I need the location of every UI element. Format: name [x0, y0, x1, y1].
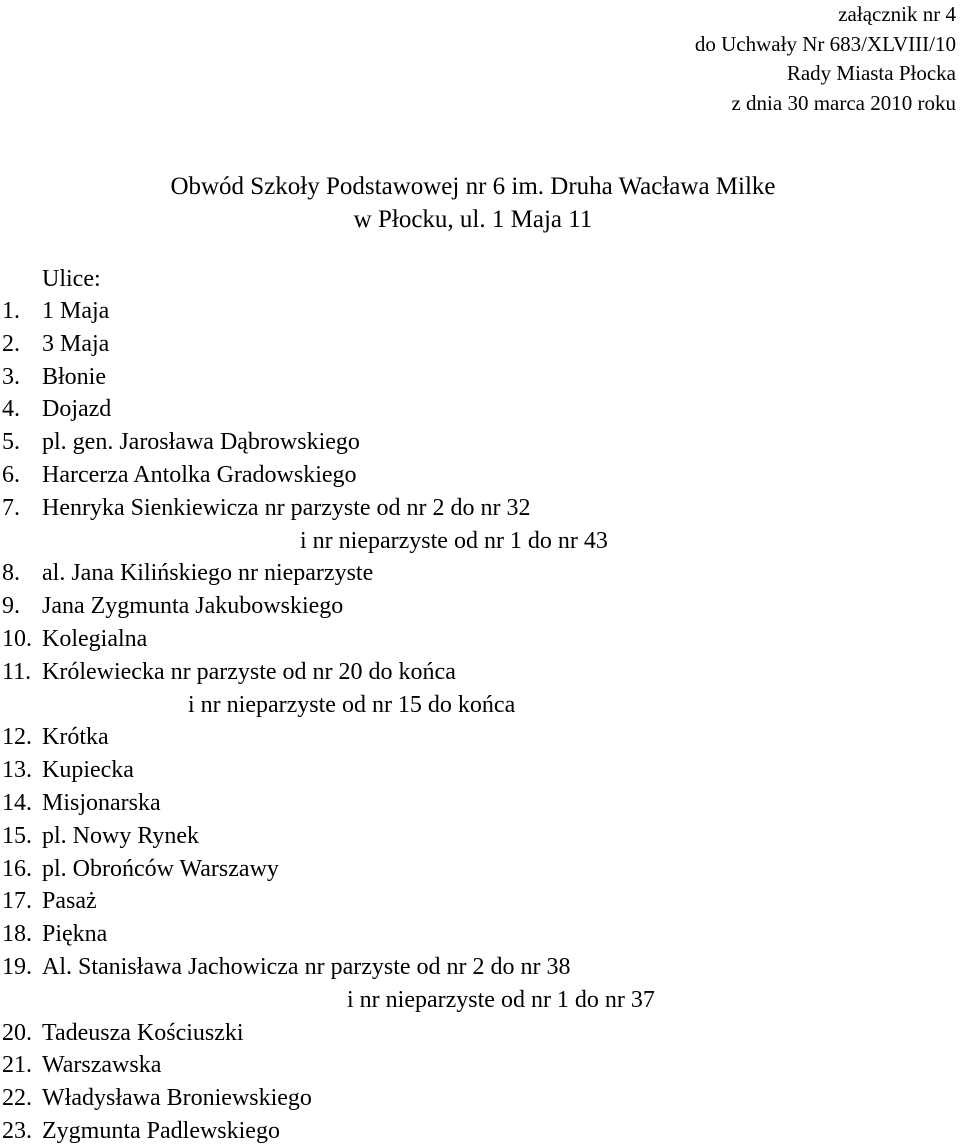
street-name: Dojazd — [42, 396, 112, 423]
street-name: pl. Obrońców Warszawy — [42, 855, 279, 882]
street-name: Pasaż — [42, 888, 97, 915]
street-number: 15. — [2, 822, 32, 849]
street-name: Al. Stanisława Jachowicza nr parzyste od nr 2 do nr 38 — [42, 953, 571, 980]
street-number: 23. — [2, 1117, 32, 1144]
street-number: 17. — [2, 888, 32, 915]
street-name: al. Jana Kilińskiego nr nieparzyste — [42, 560, 374, 587]
street-number: 12. — [2, 724, 32, 751]
street-name: Kolegialna — [42, 625, 148, 652]
street-number: 4. — [2, 396, 20, 423]
streets-heading: Ulice: — [42, 266, 101, 292]
street-number: 6. — [2, 461, 20, 488]
street-name: 3 Maja — [42, 330, 110, 357]
street-number: 9. — [2, 593, 20, 620]
street-name: 1 Maja — [42, 298, 110, 324]
title-line-address: w Płocku, ul. 1 Maja 11 — [353, 206, 593, 233]
street-number: 16. — [2, 855, 32, 882]
street-name: Tadeusza Kościuszki — [42, 1019, 244, 1046]
street-number: 10. — [2, 625, 32, 652]
document-title — [0, 170, 946, 236]
street-number: 5. — [2, 429, 20, 456]
street-name: Warszawska — [42, 1052, 162, 1079]
street-number: 18. — [2, 921, 32, 948]
street-name: pl. gen. Jarosława Dąbrowskiego — [42, 429, 360, 456]
street-name: Kupiecka — [42, 757, 134, 784]
street-number: 1. — [2, 298, 20, 324]
street-number: 20. — [2, 1019, 32, 1046]
street-number: 22. — [2, 1085, 32, 1112]
street-name: Jana Zygmunta Jakubowskiego — [42, 593, 344, 620]
street-number: 7. — [2, 494, 20, 521]
street-continuation-text: i nr nieparzyste od nr 1 do nr 37 — [347, 986, 655, 1013]
street-name: Królewiecka nr parzyste od nr 20 do końca — [42, 658, 456, 685]
street-number: 11. — [2, 658, 32, 685]
annex-header — [536, 0, 956, 118]
street-name: pl. Nowy Rynek — [42, 822, 200, 849]
annex-line-resolution: do Uchwały Nr 683/XLVIII/10 — [694, 31, 956, 56]
street-number: 2. — [2, 330, 20, 357]
street-name: Piękna — [42, 921, 108, 948]
street-number: 14. — [2, 789, 32, 816]
street-name: Władysława Broniewskiego — [42, 1085, 312, 1112]
street-name: Krótka — [42, 724, 109, 751]
street-number: 8. — [2, 560, 20, 587]
street-continuation-text: i nr nieparzyste od nr 1 do nr 43 — [300, 527, 608, 554]
annex-line-date: z dnia 30 marca 2010 roku — [731, 90, 956, 115]
street-number: 13. — [2, 757, 32, 784]
street-number: 3. — [2, 363, 20, 390]
street-number: 21. — [2, 1052, 32, 1079]
street-name: Misjonarska — [42, 789, 161, 816]
street-number: 19. — [2, 953, 32, 980]
street-name: Błonie — [42, 363, 106, 390]
street-name: Henryka Sienkiewicza nr parzyste od nr 2 do nr 32 — [42, 494, 531, 521]
annex-line-council: Rady Miasta Płocka — [786, 61, 956, 85]
street-continuation-text: i nr nieparzyste od nr 15 do końca — [188, 691, 516, 718]
title-line-school: Obwód Szkoły Podstawowej nr 6 im. Druha Wacława Milke — [170, 173, 776, 200]
street-name: Zygmunta Padlewskiego — [42, 1117, 280, 1144]
annex-line-attachment: załącznik nr 4 — [838, 2, 956, 26]
street-name: Harcerza Antolka Gradowskiego — [42, 461, 357, 488]
